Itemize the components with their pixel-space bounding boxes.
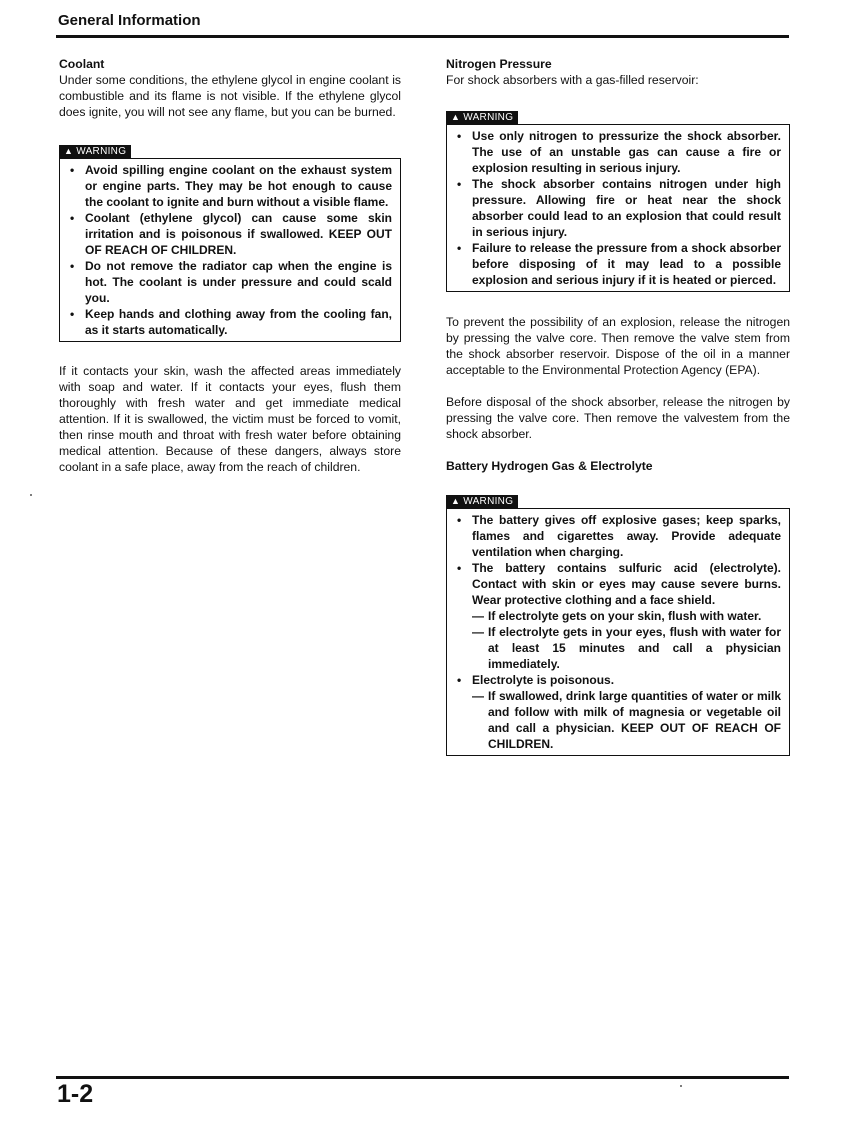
coolant-heading: Coolant bbox=[59, 57, 105, 71]
battery-heading: Battery Hydrogen Gas & Electrolyte bbox=[446, 459, 653, 473]
battery-warning-label-text: WARNING bbox=[463, 496, 514, 507]
battery-warning-subitem: — If electrolyte gets in your eyes, flush with water for at least 15 minutes and call a physician immediately. bbox=[472, 624, 781, 672]
left-column bbox=[59, 56, 401, 475]
page-header-title: General Information bbox=[58, 12, 201, 29]
warning-triangle-icon: ▲ bbox=[451, 496, 461, 506]
battery-warning-label bbox=[446, 495, 518, 508]
nitrogen-heading: Nitrogen Pressure bbox=[446, 57, 552, 71]
nitrogen-warning-item: • The shock absorber contains nitrogen under high pressure. Allowing fire or heat near the shock absorber could lead to an explosion that could result in serious injury. bbox=[455, 176, 781, 240]
coolant-first-aid-paragraph: If it contacts your skin, wash the affected areas immediately with soap and water. If it contacts your eyes, flush them thoroughly with fresh water and get immediate medical attention. If it is swallowed, the victim must be forced to vomit, then rinse mouth and throat with fresh water before obtaining medical attention. Because of these dangers, always store coolant in a safe place, away from the reach of children. bbox=[59, 364, 401, 474]
coolant-warning-item: • Coolant (ethylene glycol) can cause some skin irritation and is poisonous if swallowed. KEEP OUT OF REACH OF CHILDREN. bbox=[68, 210, 392, 258]
battery-warning-item bbox=[455, 560, 781, 672]
nitrogen-warning-item: • Failure to release the pressure from a shock absorber before disposing of it may lead to a possible explosion and serious injury if it is heated or pierced. bbox=[455, 240, 781, 288]
coolant-warning bbox=[59, 142, 401, 342]
battery-warning-item bbox=[455, 672, 781, 752]
scan-speck bbox=[680, 1085, 682, 1087]
coolant-intro: Under some conditions, the ethylene glycol in engine coolant is combustible and its flame is not visible. If the ethylene glycol does ignite, you will not see any flame, but you can be burned. bbox=[59, 73, 401, 119]
footer-rule bbox=[56, 1076, 789, 1079]
coolant-warning-box bbox=[59, 158, 401, 342]
right-column bbox=[446, 56, 790, 756]
nitrogen-warning-box bbox=[446, 124, 790, 292]
battery-warning-subitem: — If electrolyte gets on your skin, flush with water. bbox=[472, 608, 781, 624]
battery-warning-box bbox=[446, 508, 790, 756]
header-rule bbox=[56, 35, 789, 38]
nitrogen-warning bbox=[446, 108, 790, 292]
nitrogen-release-paragraph: Before disposal of the shock absorber, release the nitrogen by pressing the valve core. Then remove the valvestem from the shock absorber. bbox=[446, 395, 790, 441]
coolant-warning-label bbox=[59, 145, 131, 158]
battery-warning-item-text: Electrolyte is poisonous. bbox=[472, 673, 615, 687]
scan-speck bbox=[30, 494, 32, 496]
nitrogen-warning-label-text: WARNING bbox=[463, 112, 514, 123]
nitrogen-intro: For shock absorbers with a gas-filled reservoir: bbox=[446, 73, 699, 87]
battery-warning-item: • The battery gives off explosive gases; keep sparks, flames and cigarettes away. Provide adequate ventilation when charging. bbox=[455, 512, 781, 560]
nitrogen-warning-item: • Use only nitrogen to pressurize the shock absorber. The use of an unstable gas can cause a fire or explosion resulting in serious injury. bbox=[455, 128, 781, 176]
page-number: 1-2 bbox=[57, 1080, 94, 1108]
battery-warning-subitem: — If swallowed, drink large quantities of water or milk and follow with milk of magnesia or vegetable oil and call a physician. KEEP OUT OF REACH OF CHILDREN. bbox=[472, 688, 781, 752]
nitrogen-disposal-paragraph: To prevent the possibility of an explosion, release the nitrogen by pressing the valve core. Then remove the valve stem from the shock absorber reservoir. Dispose of the oil in a manner acceptable to the Environmental Protection Agency (EPA). bbox=[446, 315, 790, 377]
coolant-warning-label-text: WARNING bbox=[76, 146, 127, 157]
battery-warning-item-text: The battery contains sulfuric acid (electrolyte). Contact with skin or eyes may cause severe burns. Wear protective clothing and a face shield. bbox=[472, 561, 781, 607]
coolant-warning-item: • Do not remove the radiator cap when the engine is hot. The coolant is under pressure and could scald you. bbox=[68, 258, 392, 306]
battery-warning bbox=[446, 492, 790, 756]
warning-triangle-icon: ▲ bbox=[64, 146, 74, 156]
coolant-warning-item: • Avoid spilling engine coolant on the exhaust system or engine parts. They may be hot enough to cause the coolant to ignite and burn without a visible flame. bbox=[68, 162, 392, 210]
warning-triangle-icon: ▲ bbox=[451, 112, 461, 122]
coolant-warning-item: • Keep hands and clothing away from the cooling fan, as it starts automatically. bbox=[68, 306, 392, 338]
nitrogen-warning-label bbox=[446, 111, 518, 124]
